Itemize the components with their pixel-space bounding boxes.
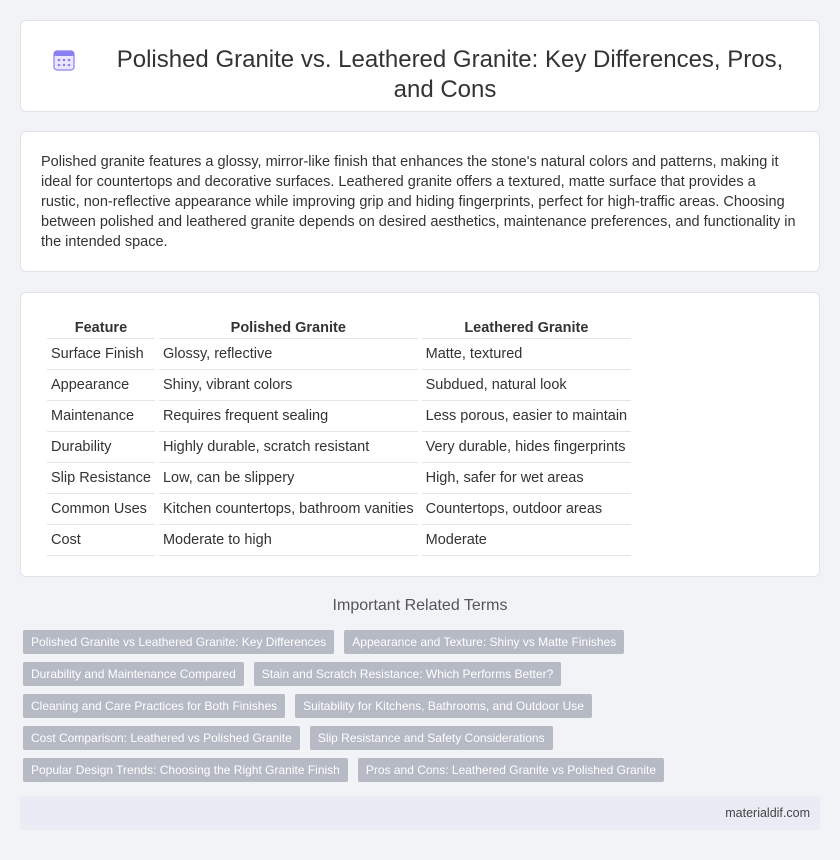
related-term-tag[interactable]: Suitability for Kitchens, Bathrooms, and Outdoor Use — [295, 694, 592, 718]
cell-leathered: Matte, textured — [422, 339, 632, 370]
related-term-tag[interactable]: Popular Design Trends: Choosing the Right Granite Finish — [23, 758, 348, 782]
cell-leathered: Subdued, natural look — [422, 370, 632, 401]
related-term-tag[interactable]: Durability and Maintenance Compared — [23, 662, 244, 686]
cell-polished: Requires frequent sealing — [159, 401, 418, 432]
cell-polished: Kitchen countertops, bathroom vanities — [159, 494, 418, 525]
cell-polished: Glossy, reflective — [159, 339, 418, 370]
table-header-row — [47, 315, 631, 339]
cell-polished: Shiny, vibrant colors — [159, 370, 418, 401]
related-term-tag[interactable]: Appearance and Texture: Shiny vs Matte Finishes — [344, 630, 624, 654]
related-term-tag[interactable]: Stain and Scratch Resistance: Which Performs Better? — [254, 662, 561, 686]
cell-feature: Durability — [47, 432, 155, 463]
header-polished: Polished Granite — [159, 315, 418, 339]
cell-feature: Appearance — [47, 370, 155, 401]
intro-paragraph: Polished granite features a glossy, mirror-like finish that enhances the stone's natural colors and patterns, making it ideal for countertops and decorative surfaces. Leathered granite offers a textured, matte surface that provides a rustic, non-reflective appearance while improving grip and hiding fingerprints, perfect for high-traffic areas. Choosing between polished and leathered granite depends on desired aesthetics, maintenance preferences, and functionality in the intended space. — [41, 154, 796, 250]
related-terms-title: Important Related Terms — [332, 597, 508, 614]
cell-leathered: Countertops, outdoor areas — [422, 494, 632, 525]
related-term-tag[interactable]: Cost Comparison: Leathered vs Polished Granite — [23, 726, 300, 750]
cell-feature: Surface Finish — [47, 339, 155, 370]
related-term-tag[interactable]: Slip Resistance and Safety Considerations — [310, 726, 553, 750]
cell-feature: Maintenance — [47, 401, 155, 432]
related-term-tag[interactable]: Pros and Cons: Leathered Granite vs Polished Granite — [358, 758, 664, 782]
table-row — [47, 339, 631, 370]
related-term-tag[interactable]: Cleaning and Care Practices for Both Finishes — [23, 694, 285, 718]
title-card — [20, 20, 820, 112]
header-feature: Feature — [47, 315, 155, 339]
table-row — [47, 494, 631, 525]
footer — [20, 796, 820, 830]
cell-feature: Common Uses — [47, 494, 155, 525]
cell-leathered: Less porous, easier to maintain — [422, 401, 632, 432]
table-row — [47, 432, 631, 463]
cell-leathered: Moderate — [422, 525, 632, 556]
cell-polished: Low, can be slippery — [159, 463, 418, 494]
site-name[interactable]: materialdif.com — [725, 806, 810, 820]
cell-polished: Moderate to high — [159, 525, 418, 556]
related-terms-list — [23, 630, 823, 790]
cell-feature: Cost — [47, 525, 155, 556]
cell-polished: Highly durable, scratch resistant — [159, 432, 418, 463]
cell-leathered: High, safer for wet areas — [422, 463, 632, 494]
table-row — [47, 525, 631, 556]
cell-leathered: Very durable, hides fingerprints — [422, 432, 632, 463]
cell-feature: Slip Resistance — [47, 463, 155, 494]
comparison-card — [20, 292, 820, 577]
header-leathered: Leathered Granite — [422, 315, 632, 339]
intro-card — [20, 131, 820, 272]
table-row — [47, 463, 631, 494]
table-row — [47, 370, 631, 401]
comparison-table — [43, 315, 635, 556]
table-row — [47, 401, 631, 432]
calendar-grid-icon — [51, 47, 77, 73]
page-title: Polished Granite vs. Leathered Granite: Key Differences, Pros, and Cons — [116, 46, 784, 103]
related-term-tag[interactable]: Polished Granite vs Leathered Granite: Key Differences — [23, 630, 334, 654]
